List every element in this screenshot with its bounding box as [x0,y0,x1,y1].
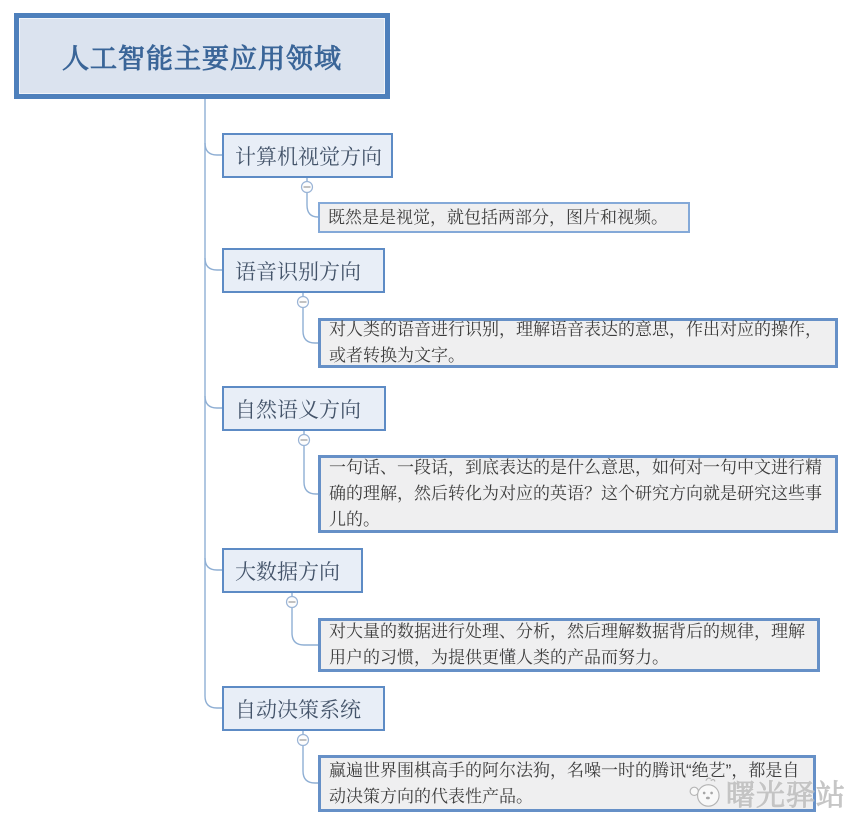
note-computer-vision[interactable]: 既然是是视觉，就包括两部分，图片和视频。 [318,202,690,233]
watermark-text: 曙光驿站 [725,779,846,812]
note-auto-decision[interactable]: 赢遍世界围棋高手的阿尔法狗，名噪一时的腾讯“绝艺”，都是自动决策方向的代表性产品。 [318,755,816,812]
root-topic[interactable]: 人工智能主要应用领域 [14,13,390,99]
collapse-toggle-3[interactable] [299,435,310,446]
branch-topic-auto-decision[interactable]: 自动决策系统 [222,686,385,731]
collapse-toggle-2[interactable] [298,297,309,308]
note-natural-semantics[interactable]: 一句话、一段话，到底表达的是什么意思，如何对一句中文进行精确的理解，然后转化为对应的英语？这个研究方向就是研究这些事儿的。 [318,455,838,533]
note-speech-recognition[interactable]: 对人类的语音进行识别，理解语音表达的意思，作出对应的操作，或者转换为文字。 [318,318,838,368]
collapse-toggle-4[interactable] [287,597,298,608]
branch-topic-computer-vision[interactable]: 计算机视觉方向 [222,133,393,178]
collapse-toggle-1[interactable] [302,182,313,193]
note-big-data[interactable]: 对大量的数据进行处理、分析，然后理解数据背后的规律，理解用户的习惯，为提供更懂人类的产品而努力。 [318,618,820,672]
branch-topic-natural-semantics[interactable]: 自然语义方向 [222,386,386,431]
trunk-connectors [205,99,222,708]
branch-topic-speech-recognition[interactable]: 语音识别方向 [222,248,385,293]
collapse-toggle-5[interactable] [298,735,309,746]
branch-topic-big-data[interactable]: 大数据方向 [222,548,363,593]
